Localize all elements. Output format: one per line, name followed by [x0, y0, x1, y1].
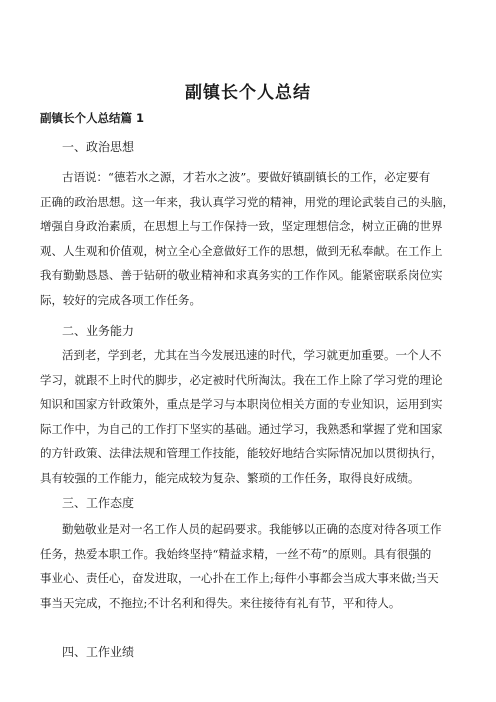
paragraph-line: 具有较强的工作能力，能完成较为复杂、繁琐的工作任务，取得良好成绩。 [40, 470, 420, 485]
paragraph-line: 学习，就跟不上时代的脚步，必定被时代所淘汰。我在工作上除了学习党的理论 [40, 372, 443, 387]
paragraph-line: 观、人生观和价值观，树立全心全意做好工作的思想，做到无私奉献。在工作上 [40, 243, 443, 258]
paragraph-line: 的方针政策、法律法规和管理工作技能，能较好地结合实际情况加以贯彻执行， [40, 446, 443, 460]
paragraph-line: 际，较好的完成各项工作任务。 [40, 292, 201, 307]
paragraph-line: 我有勤勤恳恳、善于钻研的敬业精神和求真务实的工作作风。能紧密联系岗位实 [40, 268, 443, 282]
paragraph-line: 任务，热爱本职工作。我始终坚持“精益求精，一丝不苟”的原则。具有很强的 [40, 546, 432, 561]
heading-work-performance: 四、工作业绩 [62, 645, 135, 659]
paragraph-line: 勤勉敬业是对一名工作人员的起码要求。我能够以正确的态度对待各项工作 [62, 522, 442, 536]
heading-political-thought: 一、政治思想 [62, 140, 135, 154]
paragraph-line: 知识和国家方针政策外，重点是学习与本职岗位相关方面的专业知识，运用到实 [40, 397, 443, 411]
paragraph-political-thought [40, 165, 460, 312]
paragraph-business-ability [40, 343, 460, 490]
paragraph-line: 活到老，学到老，尤其在当今发展迅速的时代，学习就更加重要。一个人不 [62, 348, 442, 362]
document-title: 副镇长个人总结 [185, 83, 311, 103]
heading-business-ability: 二、业务能力 [62, 324, 135, 338]
paragraph-line: 古语说：“德若水之源，才若水之波”。要做好镇副镇长的工作，必定要有 [62, 170, 431, 184]
section-title: 副镇长个人总结篇 1 [40, 111, 145, 125]
paragraph-line: 正确的政治思想。这一年来，我认真学习党的精神，用党的理论武装自己的头脑， [40, 194, 454, 209]
paragraph-work-attitude [40, 517, 460, 615]
paragraph-line: 事业心、责任心，奋发进取，一心扑在工作上;每件小事都会当成大事来做;当天 [40, 571, 439, 585]
paragraph-line: 增强自身政治素质，在思想上与工作保持一致，坚定理想信念，树立正确的世界 [40, 219, 443, 233]
heading-work-attitude: 三、工作态度 [62, 496, 135, 510]
paragraph-line: 际工作中，为自己的工作打下坚实的基础。通过学习，我熟悉和掌握了党和国家 [40, 421, 443, 436]
paragraph-line: 事当天完成，不拖拉;不计名利和得失。来往接待有礼有节，平和待人。 [40, 595, 401, 610]
